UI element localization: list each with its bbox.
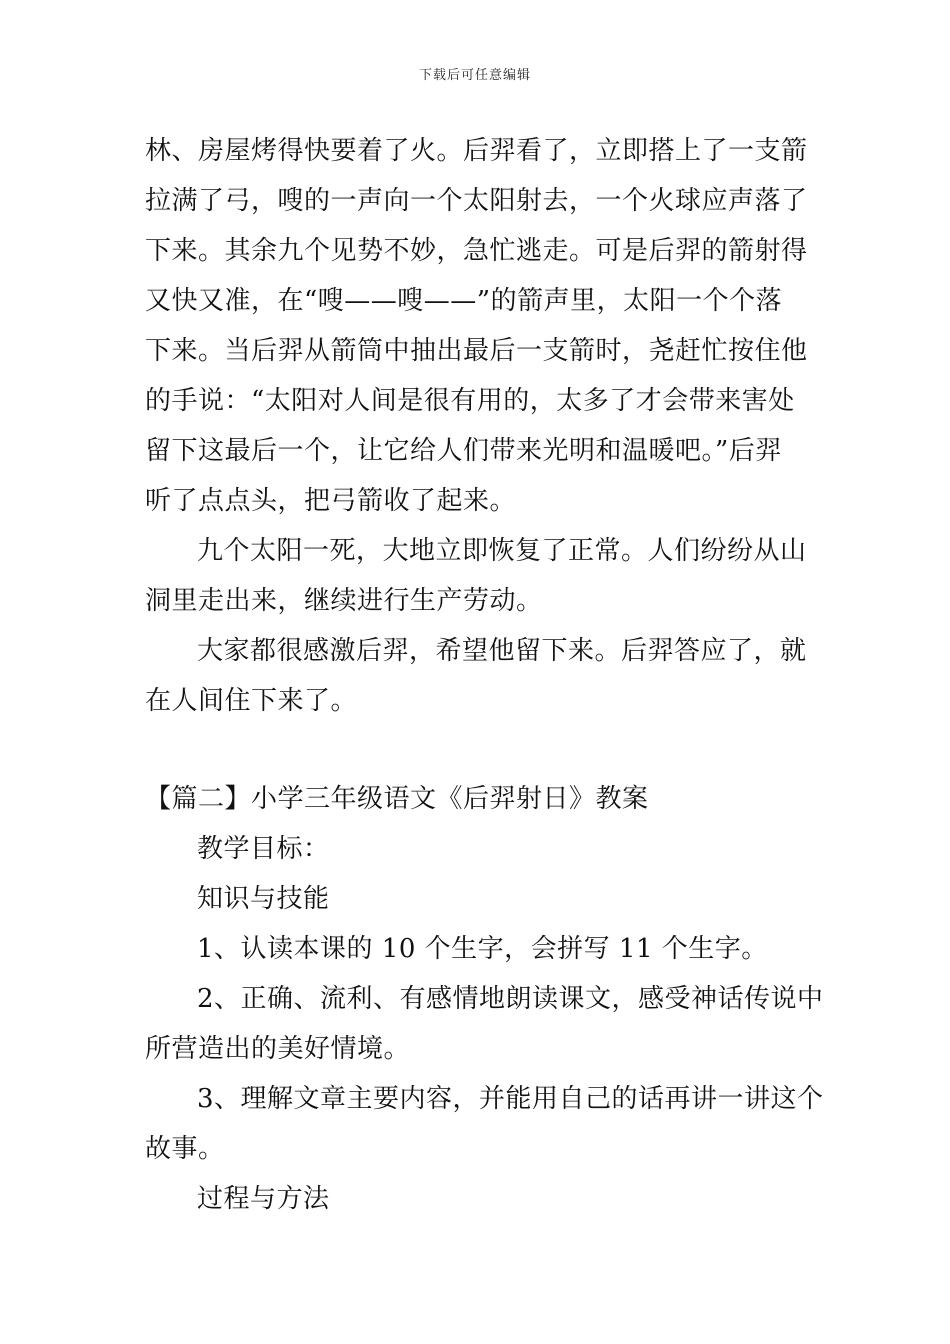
goal-item-continued: 所营造出的美好情境。	[145, 1034, 411, 1064]
story-line: 拉满了弓，嗖的一声向一个太阳射去，一个火球应声落了	[145, 186, 808, 216]
goal-item: 2、正确、流利、有感情地朗读课文，感受神话传说中	[197, 984, 824, 1014]
story-line: 的手说：“太阳对人间是很有用的，太多了才会带来害处	[145, 386, 795, 416]
story-line: 又快又准，在“嗖——嗖——”的箭声里，太阳一个个落	[145, 286, 783, 316]
paragraph-line: 九个太阳一死，大地立即恢复了正常。人们纷纷从山	[197, 536, 807, 566]
story-line: 留下这最后一个，让它给人们带来光明和温暖吧。”后羿	[145, 436, 782, 466]
section-gap	[145, 726, 810, 774]
goal-item: 3、理解文章主要内容，并能用自己的话再讲一讲这个	[197, 1084, 824, 1114]
header-note: 下载后可任意编辑	[418, 68, 531, 83]
document-body	[145, 126, 824, 1224]
paragraph-line: 大家都很感激后羿，希望他留下来。后羿答应了，就	[197, 636, 807, 666]
goals-heading: 教学目标：	[197, 834, 330, 864]
story-line: 听了点点头，把弓箭收了起来。	[145, 486, 517, 516]
process-heading: 过程与方法	[197, 1184, 330, 1214]
goal-item: 1、认读本课的 10 个生字，会拼写 11 个生字。	[197, 934, 768, 964]
knowledge-heading: 知识与技能	[197, 884, 330, 914]
story-line: 下来。其余九个见势不妙，急忙逃走。可是后羿的箭射得	[145, 236, 808, 266]
story-line: 下来。当后羿从箭筒中抽出最后一支箭时，尧赶忙按住他	[145, 336, 808, 366]
section-title: 【篇二】小学三年级语文《后羿射日》教案	[145, 784, 649, 814]
goal-item-continued: 故事。	[145, 1134, 225, 1164]
paragraph-line: 洞里走出来，继续进行生产劳动。	[145, 586, 543, 616]
story-line: 林、房屋烤得快要着了火。后羿看了，立即搭上了一支箭	[145, 136, 808, 166]
paragraph-line: 在人间住下来了。	[145, 686, 358, 716]
